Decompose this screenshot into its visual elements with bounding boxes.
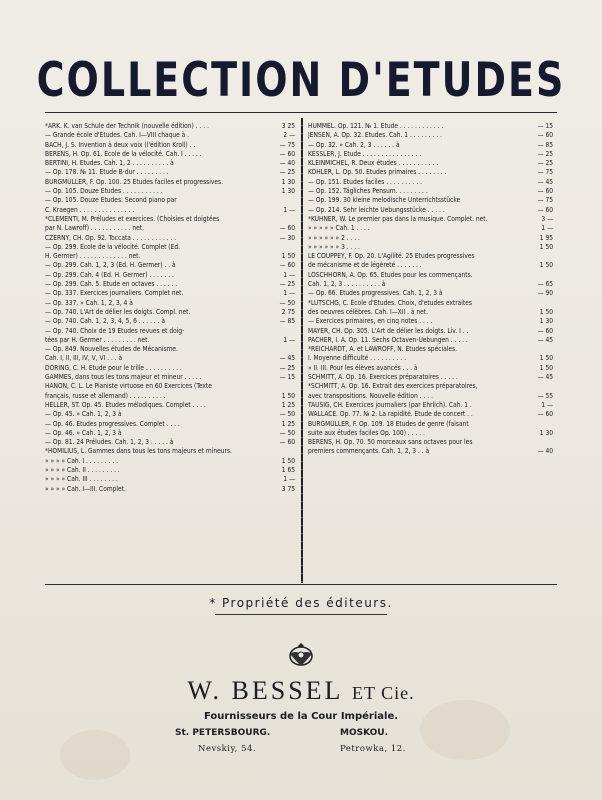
catalog-entry [45,289,295,298]
entry-price: — 45 [279,354,295,363]
catalog-entry [308,122,553,131]
catalog-entry [45,150,295,159]
entry-title: GAMMES, dans tous les tons majeur et mineur . . . . . [45,373,202,382]
catalog-entry [308,327,553,336]
entry-price: — 65 [537,280,553,289]
catalog-entry [45,168,295,177]
entry-title: — Op. 105. Douze Etudes. Second piano par [45,196,177,205]
entry-price: 1 — [283,475,295,484]
title-rule [45,112,557,113]
entry-price: — 60 [537,326,553,335]
entry-title: HELLER, ST. Op. 45. Etudes mélodiques. Complet . . . . [45,400,206,409]
catalog-entry [308,438,553,447]
entry-price: — 15 [279,373,295,382]
catalog-entry [45,392,295,401]
entry-title: » » » » » Cah. 1 . . . . [308,224,370,233]
catalog-entry [45,485,295,494]
catalog-entry [45,429,295,438]
entry-title: » » » » » » 3 . . . . [308,242,360,251]
entry-price: 1 — [283,270,295,279]
catalog-entry [308,187,553,196]
catalog-entry [45,382,295,391]
entry-title: *HOMILIUS, L. Gammes dans tous les tons majeurs et mineurs. [45,447,232,456]
entry-title: *REICHARDT, A. et LAWROFF, N. Études spéciales. [308,345,458,354]
catalog-entry [45,410,295,419]
catalog-entry [45,280,295,289]
catalog-entry [308,410,553,419]
catalog-entry [308,401,553,410]
catalog-entry [308,215,553,224]
catalog-entry [308,261,553,270]
entry-title: premiers commençants. Cah. 1, 2, 3 . . à [308,447,430,456]
entry-price: — 40 [537,447,553,456]
catalog-entry [45,178,295,187]
entry-title: avec transpositions. Nouvelle édition . . . . [308,391,433,400]
catalog-entry [308,224,553,233]
entry-title: — Op. 299. Cah. 1, 2, 3 (Ed. H. Germer) . . à [45,261,176,270]
entry-price: 2 — [283,131,295,140]
entry-title: — Op. 337. » Cah. 1, 2, 3, 4 à [45,298,133,307]
catalog-entry [45,299,295,308]
entry-title: — Op. 199. 30 kleine melodische Unterrichtsstücke [308,196,461,205]
catalog-entry [45,373,295,382]
entry-title: » » » » Cah. II . . . . . . . . . [45,465,120,474]
entry-title: — Op. 151. Etudes faciles . . . . . . . . . . [308,177,423,186]
entry-title: JENSEN, A. Op. 32. Etudes. Cah. 1 . . . . . . . . . [308,131,442,140]
catalog-entry [308,159,553,168]
entry-price: 3 — [541,214,553,223]
entry-title: des oeuvres célèbres. Cah. I—XII . à net. [308,307,428,316]
entry-title: » » » » Cah. I . . . . . . . . . [45,456,119,465]
entry-title: *LUTSCHG, C. École d'Études. Choix, d'etudes extraites [308,298,473,307]
catalog-entry [45,345,295,354]
catalog-entry [45,187,295,196]
entry-title: C. Kraegen . . . . . . . . . . . . . . . [45,205,135,214]
entry-title: suite aux études faciles Op. 100) . . . . . [308,428,425,437]
entry-price: — 45 [537,335,553,344]
entry-title: LÖSCHHORN, A. Op. 65. Etudes pour les commençants. [308,270,473,279]
catalog-entry [45,131,295,140]
entry-title: I. Moyenne difficulté . . . . . . . . . . [308,354,406,363]
entry-title: — Op. 849. Nouvelles études de Mécanisme. [45,345,178,354]
catalog-entry [45,475,295,484]
entry-title: WALLACE. Op. 77. № 2. La rapidité. Etude de concert . . [308,410,473,419]
entry-title: Cah. 1, 2, 3 . . . . . . . . . . à [308,280,386,289]
catalog-entry [308,271,553,280]
entry-title: — Op. 740. Choix de 19 Etudes revues et doig- [45,326,185,335]
entry-price: 1 50 [281,252,295,261]
catalog-entry [45,354,295,363]
entry-price: — 25 [279,363,295,372]
catalog-entry [308,131,553,140]
catalog-entry [45,261,295,270]
entry-price: 1 50 [281,391,295,400]
entry-price: — 60 [279,261,295,270]
catalog-entry [45,438,295,447]
catalog-entry [45,327,295,336]
entry-price: — 25 [279,168,295,177]
entry-title: — Grande école d'Études. Cah. I—VIII chaque à . [45,131,190,140]
entry-title: — Op. 299. Cah. 5. Etude en octaves . . . . . . [45,280,178,289]
entry-title: » » » » Cah. III . . . . . . . . [45,475,118,484]
bottom-rule [45,584,557,585]
catalog-entry [308,196,553,205]
entry-title: — Op. 32. » Cah. 2, 3 . . . . . . à [308,140,400,149]
entry-price: 1 25 [281,400,295,409]
catalog-entry [308,382,553,391]
entry-price: 1 95 [539,233,553,242]
entry-price: 1 — [541,400,553,409]
catalog-entry [308,336,553,345]
entry-title: — Op. 337. Exercices journaliers. Complet net. [45,289,184,298]
city-moscow: MOSKOU. [340,728,389,738]
column-divider [300,118,304,583]
entry-price: 1 50 [539,307,553,316]
entry-title: — Op. 46. » Cah. 1, 2, 3 à [45,428,122,437]
catalog-entry [45,159,295,168]
entry-price: 1 — [283,335,295,344]
entry-price: — 85 [537,140,553,149]
catalog-entry [45,364,295,373]
entry-title: — Op. 152. Tägliches Pensum. . . . . . . . . [308,187,428,196]
publisher-name [0,676,602,706]
entry-title: » II. III. Pour les élèves avancés . . . à [308,363,418,372]
catalog-entry [308,178,553,187]
entry-title: — Op. 299. Cah. 4 (Ed. H. Germer) . . . . . . . [45,270,174,279]
entry-title: BURGMÜLLER, F. Op. 109. 18 Etudes de genre (faisant [308,419,469,428]
entry-price: — 50 [279,428,295,437]
catalog-entry [308,141,553,150]
entry-title: PACHER, I. A. Op. 11. Sechs Octaven-Uebungen . . . . . [308,335,468,344]
catalog-entry [308,373,553,382]
entry-title: » » » » » » 2 . . . . [308,233,360,242]
catalog-entry [308,206,553,215]
catalog-entry [45,271,295,280]
paper-stain [420,700,510,760]
catalog-entry [308,392,553,401]
entry-title: — Op. 81. 24 Préludes. Cah. 1, 2, 3 . . . . . à [45,438,174,447]
entry-price: 1 30 [281,187,295,196]
catalog-entry [308,289,553,298]
entry-price: — 30 [279,233,295,242]
entry-title: KÖHLER, L. Op. 50. Etudes primaires . . . . . . . . [308,168,447,177]
city-st-petersburg: St. PETERSBOURG. [175,728,271,738]
catalog-entry [45,215,295,224]
entry-title: CZERNY, CH. Op. 92. Toccata . . . . . . . . . . . . [45,233,177,242]
page-title: COLLECTION D'ETUDES [36,52,566,107]
entry-title: KLEINMICHEL, R. Deux études . . . . . . . . . . . [308,159,439,168]
entry-price: — 60 [279,438,295,447]
catalog-entry [45,447,295,456]
catalog-entry [45,243,295,252]
catalog-entry [45,317,295,326]
entry-price: 2 75 [281,307,295,316]
catalog-entry [308,364,553,373]
entry-price: — 60 [537,410,553,419]
entry-title: H. Germer) . . . . . . . . . . . . . net. [45,252,141,261]
catalog-entry [45,457,295,466]
right-catalog-column [308,122,553,457]
catalog-entry [45,224,295,233]
entry-price: — 25 [537,159,553,168]
catalog-entry [308,243,553,252]
entry-title: TAUSIG, CH. Exercices journaliers (par Ehrlich). Cah. 1 . [308,400,472,409]
entry-price: 1 50 [281,456,295,465]
entry-price: — 50 [279,410,295,419]
entry-title: BACH, J. S. Invention à deux voix (l'édition Kroll) . . [45,140,196,149]
catalog-entry [45,401,295,410]
entry-title: — Op. 45. » Cah. 1, 2, 3 à [45,410,122,419]
entry-title: — Op. 740. L'Art de délier les doigts. Compl. net. [45,307,191,316]
entry-title: — Exercices primaires, en cinq notes . . . . [308,317,433,326]
entry-price: 1 — [283,289,295,298]
entry-price: 3 25 [281,122,295,130]
propriete-notice: * Propriété des éditeurs. [209,596,393,610]
catalog-entry [45,466,295,475]
entry-title: MAYER, CH. Op. 305. L'Art de délier les doigts. Liv. I . . [308,326,469,335]
entry-title: KESSLER, J. Etude . . . . . . . . . . . . . . . . [308,149,422,158]
catalog-entry [308,429,553,438]
entry-price: — 45 [537,373,553,382]
entry-title: — Op. 178. № 11. Etude B-dur . . . . . . . . . [45,168,169,177]
address-moscow: Petrowka, 12. [340,744,406,754]
entry-title: par N. Lawroff) . . . . . . . . . . . net. [45,224,144,233]
catalog-entry [45,420,295,429]
entry-price: — 60 [537,187,553,196]
entry-title: — Op. 740. Cah. 1, 2, 3, 4, 5, 6 . . . . . . à [45,317,166,326]
catalog-entry [308,447,553,456]
court-suppliers: Fournisseurs de la Cour Impériale. [203,711,399,722]
catalog-entry [45,122,295,131]
catalog-entry [45,141,295,150]
entry-price: 1 65 [281,465,295,474]
entry-title: BERENS, H. Op. 61. École de la vélocité. Cah. I . . . . . [45,149,202,158]
entry-price: 1 30 [539,317,553,326]
entry-price: — 90 [537,289,553,298]
entry-title: SCHMITT, A. Op. 16. Exercices préparatoires . . . . . [308,373,458,382]
entry-price: 1 — [541,224,553,233]
propriete-rule [215,614,387,615]
entry-title: — Op. 214. Sehr leichte Uebungsstücke . . . . . [308,205,445,214]
publisher-main: W. BESSEL [187,676,343,705]
entry-price: 1 30 [539,428,553,437]
catalog-entry [45,234,295,243]
entry-price: — 25 [279,280,295,289]
entry-price: 1 50 [539,363,553,372]
entry-title: Cah. I, II, III, IV, V, VI . . . à [45,354,123,363]
catalog-entry [308,354,553,363]
entry-price: — 15 [537,122,553,130]
catalog-entry [308,308,553,317]
entry-price: — 45 [537,177,553,186]
entry-price: 1 50 [539,242,553,251]
left-catalog-column [45,122,295,494]
address-st-petersburg: Nevskiy, 54. [198,744,257,754]
entry-title: — Op. 299. Ecole de la vélocité. Complet (Ed. [45,242,181,251]
entry-price: — 60 [279,224,295,233]
catalog-entry [45,336,295,345]
entry-title: *SCHMITT, A. Op. 16. Extrait des exercices préparatoires, [308,382,478,391]
entry-title: DÖRING, C. H. Etude pour le trille . . . . . . . . . . [45,363,182,372]
entry-title: LE COUPPEY, F. Op. 20. L'Agilité. 25 Etudes progressives [308,252,475,261]
entry-title: BERTINI, H. Etudes. Cah. 1, 2 . . . . . . . . . . à [45,159,174,168]
catalog-entry [308,420,553,429]
catalog-entry [45,252,295,261]
entry-title: de mécanisme et de légèreté . . . . . . . [308,261,422,270]
entry-price: — 60 [279,149,295,158]
entry-title: BERENS, H. Op. 70. 50 morceaux sans octaves pour les [308,438,473,447]
paper-stain [60,730,130,780]
catalog-entry [45,206,295,215]
entry-title: *KÜHNER, W. Le premier pas dans la musique. Complet. net. [308,214,488,223]
entry-price: — 60 [537,131,553,140]
catalog-entry [308,299,553,308]
entry-price: — 75 [279,140,295,149]
imperial-crest-icon [285,640,317,670]
entry-price: 1 25 [281,419,295,428]
entry-title: *CLEMENTI, M. Préludes et exercices. (Choisies et doigtées [45,214,220,223]
entry-title: BURGMÜLLER, F. Op. 100. 25 Etudes faciles et progressives. [45,177,224,186]
entry-price: — 55 [537,391,553,400]
entry-title: — Op. 66. Etudes progressives. Cah. 1, 2, 3 à [308,289,443,298]
catalog-entry [308,280,553,289]
entry-price: 3 75 [281,484,295,493]
entry-title: HUMMEL. Op. 121. № 1. Etude . . . . . . . . . . . . [308,122,444,130]
catalog-entry [45,196,295,205]
entry-price: — 75 [537,168,553,177]
entry-title: — Op. 105. Douze Etudes . . . . . . . . . . . [45,187,163,196]
catalog-entry [308,252,553,261]
entry-title: français, russe et allemand) . . . . . . . . . . [45,391,166,400]
entry-price: 1 50 [539,261,553,270]
entry-price: 1 30 [281,177,295,186]
catalog-entry [308,150,553,159]
entry-price: 1 50 [539,354,553,363]
catalog-entry [308,345,553,354]
entry-price: — 50 [279,298,295,307]
catalog-entry [308,317,553,326]
entry-price: — 25 [537,149,553,158]
entry-title: — Op. 46. Etudes progressives. Complet . . . . [45,419,180,428]
catalog-entry [308,234,553,243]
entry-price: — 60 [537,205,553,214]
entry-title: » » » » Cah. I—III. Complet. [45,484,126,493]
entry-title: HANON, C. L. Le Pianiste virtuose en 60 Exercices (Texte [45,382,212,391]
entry-price: — 40 [279,159,295,168]
entry-price: — 85 [279,317,295,326]
publisher-suffix: ET Cie. [351,683,415,703]
entry-price: — 75 [537,196,553,205]
entry-price: 1 — [283,205,295,214]
catalog-entry [45,308,295,317]
catalog-entry [308,168,553,177]
entry-title: *ARK. K. van Schule der Technik (nouvelle édition) . . . . [45,122,209,130]
entry-title: tées par H. Germer . . . . . . . . . net. [45,335,150,344]
